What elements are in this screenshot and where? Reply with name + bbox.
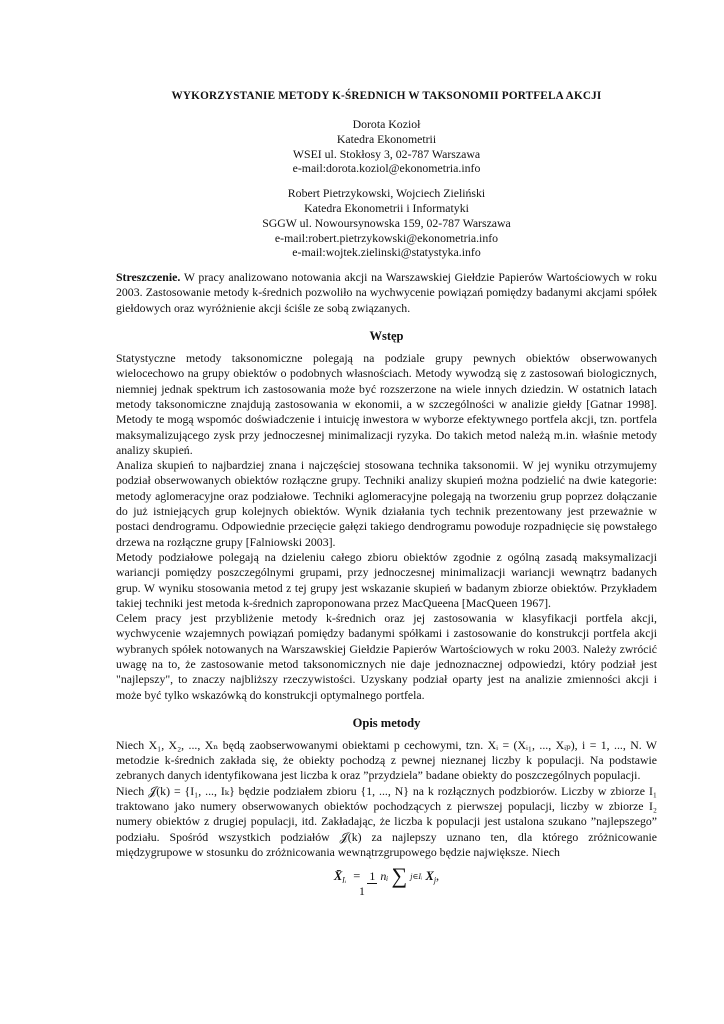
paper-title: WYKORZYSTANIE METODY K-ŚREDNICH W TAKSONOMII PORTFELA AKCJI (171, 90, 602, 102)
section-heading-method: Opis metody (352, 715, 421, 730)
author-email: e-mail:dorota.koziol@ekonometria.info (292, 161, 481, 176)
formula-equals: = (353, 868, 361, 883)
fraction-numerator: 1 (369, 868, 376, 883)
formula-lhs: X̄ (333, 868, 343, 883)
intro-paragraph: Analiza skupień to najbardziej znana i najczęściej stosowana technika taksonomii. W jej wyniku otrzymujemy podział obserwowanych obiektów rozłączne grupy. Techniki analizy skupień można podzielić na dwie kategorie: metody aglomeracyjne oraz podziałowe. Techniki aglomeracyjne polegają na tworzeniu grup poprzez dołączanie do już istniejących grup kolejnych obiektów. Wynik działania tych technik prezentowany jest przeważnie w postaci dendrogramu. Odpowiednie przecięcie gałęzi takiego dendrogramu powoduje rozpadnięcie się powstałego drzewa na rozłączne grupy [Falniowski 2003]. (116, 458, 657, 549)
method-paragraph: Niech X₁, X₂, ..., Xₙ będą zaobserwowanymi obiektami p cechowymi, tzn. Xᵢ = (Xᵢ₁, ..., Xᵢₚ), i = 1, ..., N. W metodzie k-średnich zakłada się, że obiekty pochodzą z pewnej nieznanej liczby k populacji. Na podstawie zebranych danych identyfikowana jest liczba k oraz ”przydziela” badane obiekty do poszczególnych populacji. (116, 737, 657, 783)
formula-term-subscript: j (433, 875, 437, 885)
author-department: Katedra Ekonometrii i Informatyki (304, 200, 469, 215)
abstract-label: Streszczenie. (116, 270, 181, 285)
intro-paragraph: Statystyczne metody taksonomiczne polegają na podziale grupy pewnych obiektów obserwowanych wielocechowo na grupy obiektów o podobnych własnościach. Metody wywodzą się z zastosowań biologicznych, niemniej jednak spektrum ich zastosowania może być rozszerzone na wiele innych dziedzin. W ostatnich latach metody taksonomiczne znajdują zastosowania w ekonomii, a w szczególności w analizie giełdy [Gatnar 1998]. Metody te mogą wspomóc doświadczenie i intuicję inwestora w wyborze efektywnego portfela akcji, tzn. portfela maksymalizującego zysk przy jednoczesnej minimalizacji ryzyka. Do takich metod należą m.in. właśnie metody analizy skupień. (116, 351, 657, 457)
author-name: Dorota Kozioł (352, 117, 421, 131)
page-content (116, 90, 657, 906)
intro-paragraph: Celem pracy jest przybliżenie metody k-średnich oraz jej zastosowania w klasyfikacji portfela akcji, wychwycenie wzajemnych powiązań pomiędzy badanymi spółkami i zastosowanie do konstrukcji portfela akcji wybranych spółek notowanych na Warszawskiej Giełdzie Papierów Wartościowych w roku 2003. Należy zwrócić uwagę na to, że zastosowanie metod taksonomicznych nie daje jednoznacznej odpowiedzi, który podział jest "najlepszy", to znaczy najbliższy rzeczywistości. Uzyskany podział oparty jest na analizie zmienności akcji i może być tylko wskazówką do konstrukcji optymalnego portfela. (116, 611, 657, 702)
fraction-denominator: nᵢ (380, 869, 389, 884)
formula-term: X (425, 868, 434, 883)
sum-symbol: ∑ (391, 863, 408, 889)
author-block-1 (116, 117, 657, 176)
author-block-2 (116, 186, 657, 260)
author-email: e-mail:robert.pietrzykowski@ekonometria.info (274, 230, 499, 245)
intro-paragraph: Metody podziałowe polegają na dzieleniu całego zbioru obiektów zgodnie z ogólną zasadą maksymalizacji wariancji pomiędzy poszczególnymi grupami, przy jednoczesnej minimalizacji wariancji wewnątrz badanych grup. W wyniku stosowania metod z tej grupy jest wskazanie skupień w badanym zbiorze obiektów. Przykładem takiej techniki jest metoda k-średnich zaproponowana przez MacQueena [MacQueen 1967]. (116, 549, 657, 610)
formula-lhs-subscript: Iᵢ (342, 875, 347, 885)
author-names: Robert Pietrzykowski, Wojciech Zieliński (287, 186, 486, 201)
abstract-text: W pracy analizowano notowania akcji na Warszawskiej Giełdzie Papierów Wartościowych w roku 2003. Zastosowanie metody k-średnich pozwoliło na wychwycenie powiązań pomiędzy badanymi akcjami spółek giełdowych oraz wyróżnienie akcji ściśle ze sobą związanych. (116, 270, 657, 315)
author-address: SGGW ul. Nowoursynowska 159, 02-787 Warszawa (262, 215, 511, 230)
method-paragraph: Niech 𝒥(k) = {I₁, ..., Iₖ} będzie podziałem zbioru {1, ..., N} na k rozłącznych podzbiorów. Liczby w zbiorze I₁ traktowano jako numery obserwowanych obiektów pochodzących z pierwszej populacji, liczby w zbiorze I₂ numery obiektów z drugiej populacji, itd. Zakładając, że liczba k populacji jest ustalona szukano ”najlepszego” podziału. Spośród wszystkich podziałów 𝒥(k) za najlepszy uznano ten, dla którego zróżnicowanie międzygrupowe w stosunku do zróżnicowania wewnątrzgrupowego będzie największe. Niech (116, 783, 657, 859)
author-address: WSEI ul. Stokłosy 3, 02-787 Warszawa (292, 146, 481, 161)
section-heading-intro: Wstęp (369, 329, 404, 344)
author-email: e-mail:wojtek.zielinski@statystyka.info (292, 245, 481, 260)
author-department: Katedra Ekonometrii (336, 131, 437, 146)
sum-subscript: j∈Iᵢ (410, 871, 423, 881)
formula-tail: , (436, 868, 440, 883)
formula-fraction (367, 869, 388, 884)
page-number: 1 (359, 884, 365, 898)
abstract (116, 270, 657, 316)
